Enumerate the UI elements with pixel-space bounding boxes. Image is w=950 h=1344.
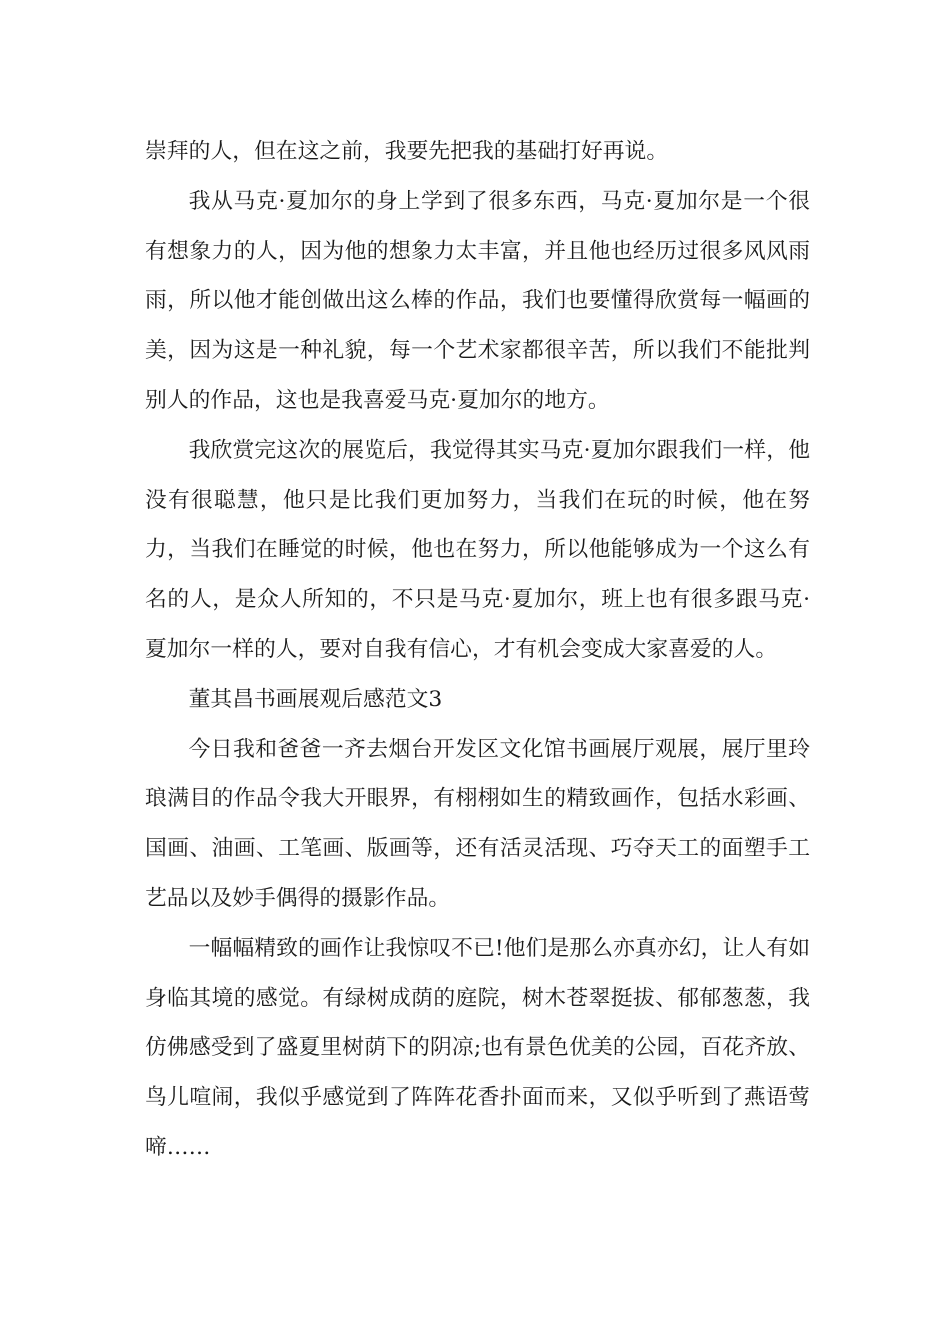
paragraph-exhibition-visit: 今日我和爸爸一齐去烟台开发区文化馆书画展厅观展，展厅里玲琅满目的作品令我大开眼界，有栩栩如生的精致画作，包括水彩画、国画、油画、工笔画、版画等，还有活灵活现、巧夺天工的面塑手工艺品以及妙手偶得的摄影作品。 [145,736,810,911]
paragraph-paintings-impression: 一幅幅精致的画作让我惊叹不已!他们是那么亦真亦幻，让人有如身临其境的感觉。有绿树成荫的庭院，树木苍翠挺拔、郁郁葱葱，我仿佛感受到了盛夏里树荫下的阴凉;也有景色优美的公园，百花齐放、鸟儿喧闹，我似乎感觉到了阵阵花香扑面而来，又似乎听到了燕语莺啼…… [145,935,810,1160]
paragraph-chagall-effort: 我欣赏完这次的展览后，我觉得其实马克·夏加尔跟我们一样，他没有很聪慧，他只是比我们更加努力，当我们在玩的时候，他在努力，当我们在睡觉的时候，他也在努力，所以他能够成为一个这么有名的人，是众人所知的，不只是马克·夏加尔，班上也有很多跟马克·夏加尔一样的人，要对自我有信心，才有机会变成大家喜爱的人。 [145,437,810,662]
section-heading: 董其昌书画展观后感范文3 [188,686,443,712]
paragraph-continuation: 崇拜的人，但在这之前，我要先把我的基础打好再说。 [145,139,669,164]
paragraph-chagall-learning: 我从马克·夏加尔的身上学到了很多东西，马克·夏加尔是一个很有想象力的人，因为他的想象力太丰富，并且他也经历过很多风风雨雨，所以他才能创做出这么棒的作品，我们也要懂得欣赏每一幅画的美，因为这是一种礼貌，每一个艺术家都很辛苦，所以我们不能批判别人的作品，这也是我喜爱马克·夏加尔的地方。 [145,188,810,413]
document-body [145,127,810,1173]
